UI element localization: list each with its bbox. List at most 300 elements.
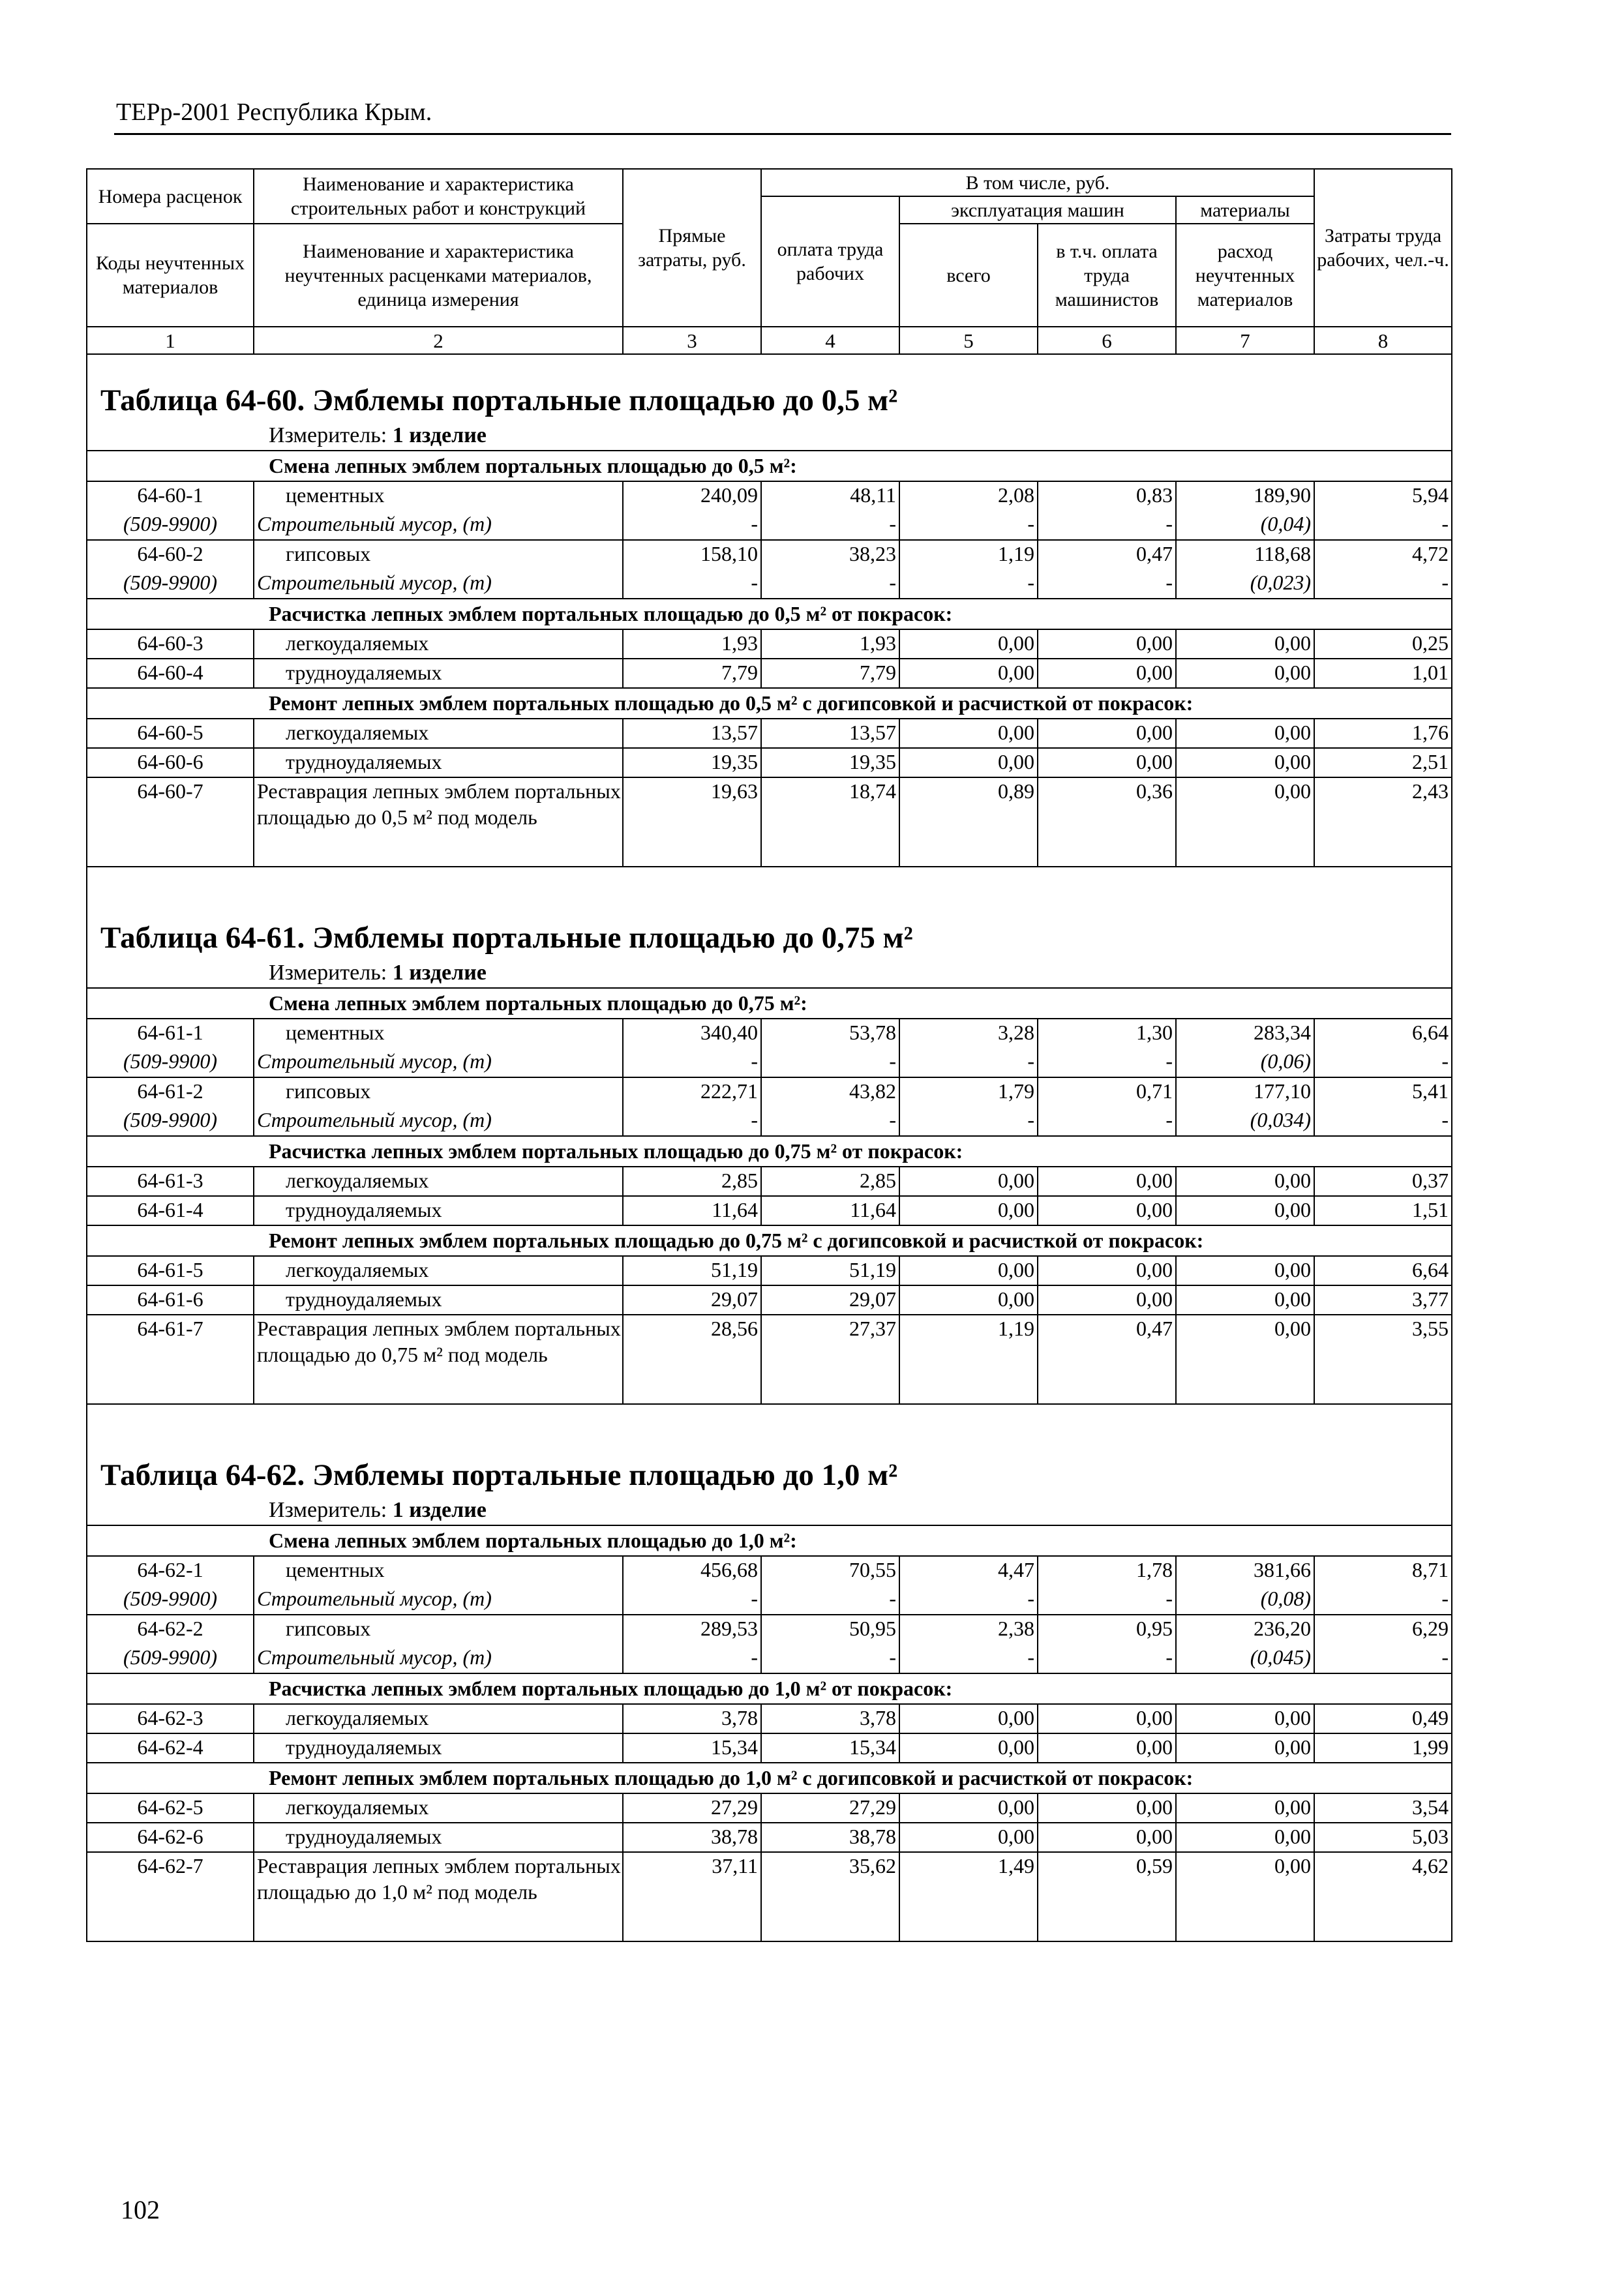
value-v5: 0,00	[899, 1793, 1038, 1823]
table-separator	[87, 1404, 1452, 1427]
table-row	[87, 1823, 1452, 1852]
value-v6: -	[1038, 1585, 1176, 1615]
measure-row	[87, 421, 1452, 451]
value-v5: -	[899, 1048, 1038, 1077]
value-v8: 4,62	[1314, 1852, 1452, 1941]
value-v6: 0,00	[1038, 1167, 1176, 1196]
spacer	[87, 1427, 1452, 1454]
machines-header: эксплуатация машин	[899, 196, 1176, 224]
spacer-row	[87, 352, 1452, 380]
rate-code: 64-60-6	[87, 748, 254, 777]
value-v4: -	[761, 1644, 899, 1673]
work-name: трудноудаляемых	[254, 1823, 623, 1852]
section-heading-row	[87, 1136, 1452, 1167]
table-row	[87, 481, 1452, 511]
work-name: трудноудаляемых	[254, 1196, 623, 1225]
material-row	[87, 511, 1452, 540]
value-v4: -	[761, 1107, 899, 1136]
value-v7: 0,00	[1176, 1793, 1314, 1823]
work-name: трудноудаляемых	[254, 1285, 623, 1315]
material-code: (509-9900)	[87, 1107, 254, 1136]
work-name: легкоудаляемых	[254, 1167, 623, 1196]
measure-row	[87, 959, 1452, 988]
table-row	[87, 1256, 1452, 1285]
value-v6: 0,83	[1038, 481, 1176, 511]
value-v5: 0,00	[899, 1823, 1038, 1852]
section-heading: Ремонт лепных эмблем портальных площадью до 0,5 м² с догипсовкой и расчисткой от покрасок:	[87, 688, 1452, 719]
value-v6: 0,59	[1038, 1852, 1176, 1941]
table-row	[87, 1077, 1452, 1107]
value-v4: 29,07	[761, 1285, 899, 1315]
value-v7: (0,06)	[1176, 1048, 1314, 1077]
measure-value: 1 изделие	[392, 1498, 487, 1522]
table-row	[87, 629, 1452, 659]
section-heading-row	[87, 988, 1452, 1019]
rate-code: 64-62-2	[87, 1615, 254, 1644]
section-heading: Смена лепных эмблем портальных площадью до 0,75 м²:	[87, 988, 1452, 1019]
value-v6: 0,00	[1038, 659, 1176, 688]
table-row	[87, 1793, 1452, 1823]
value-v7: 0,00	[1176, 1733, 1314, 1763]
rate-code: 64-60-3	[87, 629, 254, 659]
page-number: 102	[121, 2195, 160, 2224]
value-v6: 0,47	[1038, 540, 1176, 569]
work-name: Реставрация лепных эмблем портальных площадью до 0,75 м² под модель	[254, 1315, 623, 1404]
material-code: (509-9900)	[87, 511, 254, 540]
rate-code: 64-62-3	[87, 1704, 254, 1733]
value-v6: 0,00	[1038, 1733, 1176, 1763]
value-v6: 0,00	[1038, 1285, 1176, 1315]
value-v8: 0,37	[1314, 1167, 1452, 1196]
value-v4: 27,37	[761, 1315, 899, 1404]
value-v6: 0,95	[1038, 1615, 1176, 1644]
value-v8: -	[1314, 569, 1452, 599]
table-title-row	[87, 917, 1452, 959]
work-name: цементных	[254, 481, 623, 511]
material-code: (509-9900)	[87, 1644, 254, 1673]
value-v7: (0,023)	[1176, 569, 1314, 599]
measure	[87, 1496, 1452, 1525]
value-v4: 38,23	[761, 540, 899, 569]
col-number: 1	[87, 327, 254, 354]
work-name: гипсовых	[254, 540, 623, 569]
material-name: Строительный мусор, (т)	[254, 1585, 623, 1615]
section-heading: Расчистка лепных эмблем портальных площадью до 0,5 м² от покрасок:	[87, 599, 1452, 629]
work-name: трудноудаляемых	[254, 748, 623, 777]
value-v8: 5,94	[1314, 481, 1452, 511]
value-v4: 51,19	[761, 1256, 899, 1285]
value-v6: -	[1038, 1107, 1176, 1136]
column-header-table	[86, 168, 1452, 355]
value-v7: 177,10	[1176, 1077, 1314, 1107]
value-v7: (0,045)	[1176, 1644, 1314, 1673]
value-v3: 51,19	[623, 1256, 761, 1285]
table-row	[87, 1315, 1452, 1404]
col1-top-header: Номера расценок	[87, 169, 254, 224]
col6-header: в т.ч. оплата труда машинистов	[1038, 224, 1176, 327]
document-header: ТЕРр-2001 Республика Крым.	[116, 98, 432, 126]
value-v5: -	[899, 1585, 1038, 1615]
value-v8: 2,43	[1314, 777, 1452, 867]
value-v7: 0,00	[1176, 1704, 1314, 1733]
table-title: Таблица 64-62. Эмблемы портальные площадью до 1,0 м²	[87, 1454, 1452, 1496]
value-v4: 38,78	[761, 1823, 899, 1852]
spacer-row	[87, 890, 1452, 917]
value-v3: -	[623, 1585, 761, 1615]
value-v6: 0,71	[1038, 1077, 1176, 1107]
value-v8: 6,64	[1314, 1256, 1452, 1285]
table-row	[87, 777, 1452, 867]
material-name: Строительный мусор, (т)	[254, 511, 623, 540]
value-v8: 3,77	[1314, 1285, 1452, 1315]
value-v5: 0,00	[899, 1704, 1038, 1733]
spacer	[87, 890, 1452, 917]
value-v4: 15,34	[761, 1733, 899, 1763]
rate-code: 64-60-7	[87, 777, 254, 867]
work-name: трудноудаляемых	[254, 1733, 623, 1763]
value-v3: 3,78	[623, 1704, 761, 1733]
col-number: 8	[1314, 327, 1452, 354]
value-v5: 0,00	[899, 748, 1038, 777]
section-heading-row	[87, 688, 1452, 719]
value-v5: 0,00	[899, 629, 1038, 659]
value-v4: 13,57	[761, 719, 899, 748]
value-v7: (0,08)	[1176, 1585, 1314, 1615]
table-title-row	[87, 1454, 1452, 1496]
rate-code: 64-62-4	[87, 1733, 254, 1763]
value-v6: 0,47	[1038, 1315, 1176, 1404]
header-rule	[114, 133, 1451, 135]
value-v5: 2,38	[899, 1615, 1038, 1644]
rate-code: 64-61-3	[87, 1167, 254, 1196]
value-v6: 0,00	[1038, 1823, 1176, 1852]
value-v4: 35,62	[761, 1852, 899, 1941]
value-v6: 0,00	[1038, 1704, 1176, 1733]
value-v4: 50,95	[761, 1615, 899, 1644]
measure-label: Измеритель:	[269, 1498, 387, 1522]
value-v3: 222,71	[623, 1077, 761, 1107]
value-v7: 0,00	[1176, 1852, 1314, 1941]
section-heading: Ремонт лепных эмблем портальных площадью до 0,75 м² с догипсовкой и расчисткой от покрасок:	[87, 1225, 1452, 1256]
material-row	[87, 1048, 1452, 1077]
materials-header: материалы	[1176, 196, 1314, 224]
material-code: (509-9900)	[87, 1585, 254, 1615]
value-v4: 70,55	[761, 1556, 899, 1585]
section-heading-row	[87, 599, 1452, 629]
value-v3: 1,93	[623, 629, 761, 659]
value-v7: (0,04)	[1176, 511, 1314, 540]
value-v5: -	[899, 1644, 1038, 1673]
col5-header: всего	[899, 224, 1038, 327]
table-title-row	[87, 380, 1452, 421]
section-heading: Ремонт лепных эмблем портальных площадью до 1,0 м² с догипсовкой и расчисткой от покрасок:	[87, 1763, 1452, 1793]
value-v5: 0,00	[899, 1256, 1038, 1285]
value-v3: 240,09	[623, 481, 761, 511]
table-row	[87, 719, 1452, 748]
measure-row	[87, 1496, 1452, 1525]
value-v4: -	[761, 569, 899, 599]
work-name: легкоудаляемых	[254, 629, 623, 659]
col-number: 7	[1176, 327, 1314, 354]
table-row	[87, 1019, 1452, 1048]
rate-code: 64-62-6	[87, 1823, 254, 1852]
measure-value: 1 изделие	[392, 423, 487, 447]
section-heading-row	[87, 1673, 1452, 1704]
value-v3: -	[623, 569, 761, 599]
value-v7: 0,00	[1176, 1285, 1314, 1315]
value-v6: -	[1038, 1644, 1176, 1673]
table-row	[87, 1556, 1452, 1585]
col2-bottom-header: Наименование и характеристика неучтенных расценками материалов, единица измерения	[254, 224, 623, 327]
value-v5: 4,47	[899, 1556, 1038, 1585]
value-v6: 0,00	[1038, 1256, 1176, 1285]
rate-code: 64-60-4	[87, 659, 254, 688]
table-separator	[87, 867, 1452, 890]
col-number: 3	[623, 327, 761, 354]
value-v8: 3,55	[1314, 1315, 1452, 1404]
value-v5: 0,00	[899, 659, 1038, 688]
work-name: трудноудаляемых	[254, 659, 623, 688]
section-heading-row	[87, 1763, 1452, 1793]
value-v3: 29,07	[623, 1285, 761, 1315]
value-v7: 0,00	[1176, 748, 1314, 777]
value-v3: 7,79	[623, 659, 761, 688]
table-row	[87, 1285, 1452, 1315]
value-v3: 27,29	[623, 1793, 761, 1823]
value-v6: 0,00	[1038, 748, 1176, 777]
value-v3: 11,64	[623, 1196, 761, 1225]
col-number: 5	[899, 327, 1038, 354]
value-v6: -	[1038, 1048, 1176, 1077]
value-v7: 0,00	[1176, 1196, 1314, 1225]
value-v8: 5,03	[1314, 1823, 1452, 1852]
col3-header: Прямые затраты, руб.	[623, 169, 761, 327]
measure-label: Измеритель:	[269, 423, 387, 447]
table-row	[87, 1167, 1452, 1196]
value-v7: 236,20	[1176, 1615, 1314, 1644]
rate-code: 64-60-2	[87, 540, 254, 569]
value-v8: 0,49	[1314, 1704, 1452, 1733]
work-name: легкоудаляемых	[254, 1793, 623, 1823]
value-v3: 456,68	[623, 1556, 761, 1585]
value-v8: -	[1314, 1585, 1452, 1615]
value-v8: 1,76	[1314, 719, 1452, 748]
value-v5: 3,28	[899, 1019, 1038, 1048]
value-v4: 19,35	[761, 748, 899, 777]
value-v5: -	[899, 569, 1038, 599]
value-v8: 5,41	[1314, 1077, 1452, 1107]
material-row	[87, 1585, 1452, 1615]
value-v6: -	[1038, 569, 1176, 599]
work-name: легкоудаляемых	[254, 1704, 623, 1733]
value-v4: 27,29	[761, 1793, 899, 1823]
value-v8: 6,29	[1314, 1615, 1452, 1644]
value-v8: 6,64	[1314, 1019, 1452, 1048]
value-v3: 38,78	[623, 1823, 761, 1852]
material-row	[87, 1644, 1452, 1673]
value-v5: 0,00	[899, 1285, 1038, 1315]
value-v7: 283,34	[1176, 1019, 1314, 1048]
value-v4: 43,82	[761, 1077, 899, 1107]
value-v4: -	[761, 1585, 899, 1615]
value-v3: -	[623, 511, 761, 540]
value-v6: 0,00	[1038, 719, 1176, 748]
rate-code: 64-61-4	[87, 1196, 254, 1225]
value-v7: 0,00	[1176, 1167, 1314, 1196]
value-v8: -	[1314, 511, 1452, 540]
value-v4: 2,85	[761, 1167, 899, 1196]
section-heading: Смена лепных эмблем портальных площадью до 0,5 м²:	[87, 451, 1452, 481]
measure-value: 1 изделие	[392, 961, 487, 985]
rate-code: 64-61-7	[87, 1315, 254, 1404]
value-v4: -	[761, 511, 899, 540]
value-v4: 18,74	[761, 777, 899, 867]
value-v8: -	[1314, 1644, 1452, 1673]
rate-code: 64-61-6	[87, 1285, 254, 1315]
value-v7: 189,90	[1176, 481, 1314, 511]
value-v4: -	[761, 1048, 899, 1077]
value-v8: 1,01	[1314, 659, 1452, 688]
rate-code: 64-62-7	[87, 1852, 254, 1941]
work-name: Реставрация лепных эмблем портальных площадью до 0,5 м² под модель	[254, 777, 623, 867]
col-number: 6	[1038, 327, 1176, 354]
work-name: легкоудаляемых	[254, 1256, 623, 1285]
work-name: Реставрация лепных эмблем портальных площадью до 1,0 м² под модель	[254, 1852, 623, 1941]
rates-table	[86, 352, 1452, 1942]
material-name: Строительный мусор, (т)	[254, 1048, 623, 1077]
value-v5: 1,19	[899, 1315, 1038, 1404]
section-heading: Расчистка лепных эмблем портальных площадью до 0,75 м² от покрасок:	[87, 1136, 1452, 1167]
rate-code: 64-61-2	[87, 1077, 254, 1107]
value-v4: 11,64	[761, 1196, 899, 1225]
material-name: Строительный мусор, (т)	[254, 1644, 623, 1673]
work-name: легкоудаляемых	[254, 719, 623, 748]
value-v8: 8,71	[1314, 1556, 1452, 1585]
value-v7: 0,00	[1176, 777, 1314, 867]
value-v7: 0,00	[1176, 1256, 1314, 1285]
table-row	[87, 1733, 1452, 1763]
value-v5: 2,08	[899, 481, 1038, 511]
value-v6: -	[1038, 511, 1176, 540]
table-row	[87, 1615, 1452, 1644]
value-v7: 0,00	[1176, 1315, 1314, 1404]
value-v6: 0,00	[1038, 1196, 1176, 1225]
col-number: 2	[254, 327, 623, 354]
material-code: (509-9900)	[87, 1048, 254, 1077]
rate-code: 64-61-1	[87, 1019, 254, 1048]
value-v5: 1,49	[899, 1852, 1038, 1941]
value-v5: 0,00	[899, 1733, 1038, 1763]
section-heading-row	[87, 451, 1452, 481]
value-v5: -	[899, 1107, 1038, 1136]
work-name: цементных	[254, 1556, 623, 1585]
value-v6: 0,36	[1038, 777, 1176, 867]
value-v3: 13,57	[623, 719, 761, 748]
material-name: Строительный мусор, (т)	[254, 1107, 623, 1136]
value-v8: 0,25	[1314, 629, 1452, 659]
value-v8: 3,54	[1314, 1793, 1452, 1823]
value-v7: 0,00	[1176, 719, 1314, 748]
measure	[87, 421, 1452, 451]
material-code: (509-9900)	[87, 569, 254, 599]
value-v5: 0,00	[899, 1167, 1038, 1196]
table-row	[87, 1852, 1452, 1941]
spacer	[87, 352, 1452, 380]
table-row	[87, 659, 1452, 688]
value-v5: 1,19	[899, 540, 1038, 569]
value-v6: 0,00	[1038, 629, 1176, 659]
section-heading: Расчистка лепных эмблем портальных площадью до 1,0 м² от покрасок:	[87, 1673, 1452, 1704]
value-v3: 19,63	[623, 777, 761, 867]
value-v7: (0,034)	[1176, 1107, 1314, 1136]
value-v4: 53,78	[761, 1019, 899, 1048]
work-name: цементных	[254, 1019, 623, 1048]
value-v8: 2,51	[1314, 748, 1452, 777]
value-v3: -	[623, 1107, 761, 1136]
value-v8: -	[1314, 1107, 1452, 1136]
value-v6: 1,78	[1038, 1556, 1176, 1585]
value-v3: -	[623, 1048, 761, 1077]
separator	[87, 867, 1452, 890]
table-row	[87, 1196, 1452, 1225]
value-v4: 1,93	[761, 629, 899, 659]
work-name: гипсовых	[254, 1077, 623, 1107]
value-v3: 2,85	[623, 1167, 761, 1196]
value-v5: 0,00	[899, 719, 1038, 748]
table-row	[87, 748, 1452, 777]
material-row	[87, 569, 1452, 599]
value-v8: -	[1314, 1048, 1452, 1077]
value-v3: 340,40	[623, 1019, 761, 1048]
rate-code: 64-60-1	[87, 481, 254, 511]
table-row	[87, 540, 1452, 569]
value-v8: 1,99	[1314, 1733, 1452, 1763]
col4-header: оплата труда рабочих	[761, 196, 899, 327]
value-v7: 0,00	[1176, 629, 1314, 659]
value-v5: 0,00	[899, 1196, 1038, 1225]
group-header: В том числе, руб.	[761, 169, 1314, 196]
value-v7: 0,00	[1176, 659, 1314, 688]
col7-header: расход неучтенных материалов	[1176, 224, 1314, 327]
value-v4: 48,11	[761, 481, 899, 511]
col-number: 4	[761, 327, 899, 354]
col8-header: Затраты труда рабочих, чел.-ч.	[1314, 169, 1452, 327]
material-name: Строительный мусор, (т)	[254, 569, 623, 599]
section-heading-row	[87, 1225, 1452, 1256]
rate-code: 64-61-5	[87, 1256, 254, 1285]
value-v5: 1,79	[899, 1077, 1038, 1107]
value-v7: 0,00	[1176, 1823, 1314, 1852]
value-v7: 118,68	[1176, 540, 1314, 569]
rate-code: 64-62-1	[87, 1556, 254, 1585]
value-v8: 4,72	[1314, 540, 1452, 569]
section-heading-row	[87, 1525, 1452, 1556]
value-v4: 3,78	[761, 1704, 899, 1733]
value-v3: 15,34	[623, 1733, 761, 1763]
table-row	[87, 1704, 1452, 1733]
value-v5: 0,89	[899, 777, 1038, 867]
work-name: гипсовых	[254, 1615, 623, 1644]
value-v7: 381,66	[1176, 1556, 1314, 1585]
spacer-row	[87, 1427, 1452, 1454]
rate-code: 64-62-5	[87, 1793, 254, 1823]
value-v3: 28,56	[623, 1315, 761, 1404]
value-v6: 1,30	[1038, 1019, 1176, 1048]
rate-code: 64-60-5	[87, 719, 254, 748]
value-v3: 158,10	[623, 540, 761, 569]
separator	[87, 1404, 1452, 1427]
section-heading: Смена лепных эмблем портальных площадью до 1,0 м²:	[87, 1525, 1452, 1556]
